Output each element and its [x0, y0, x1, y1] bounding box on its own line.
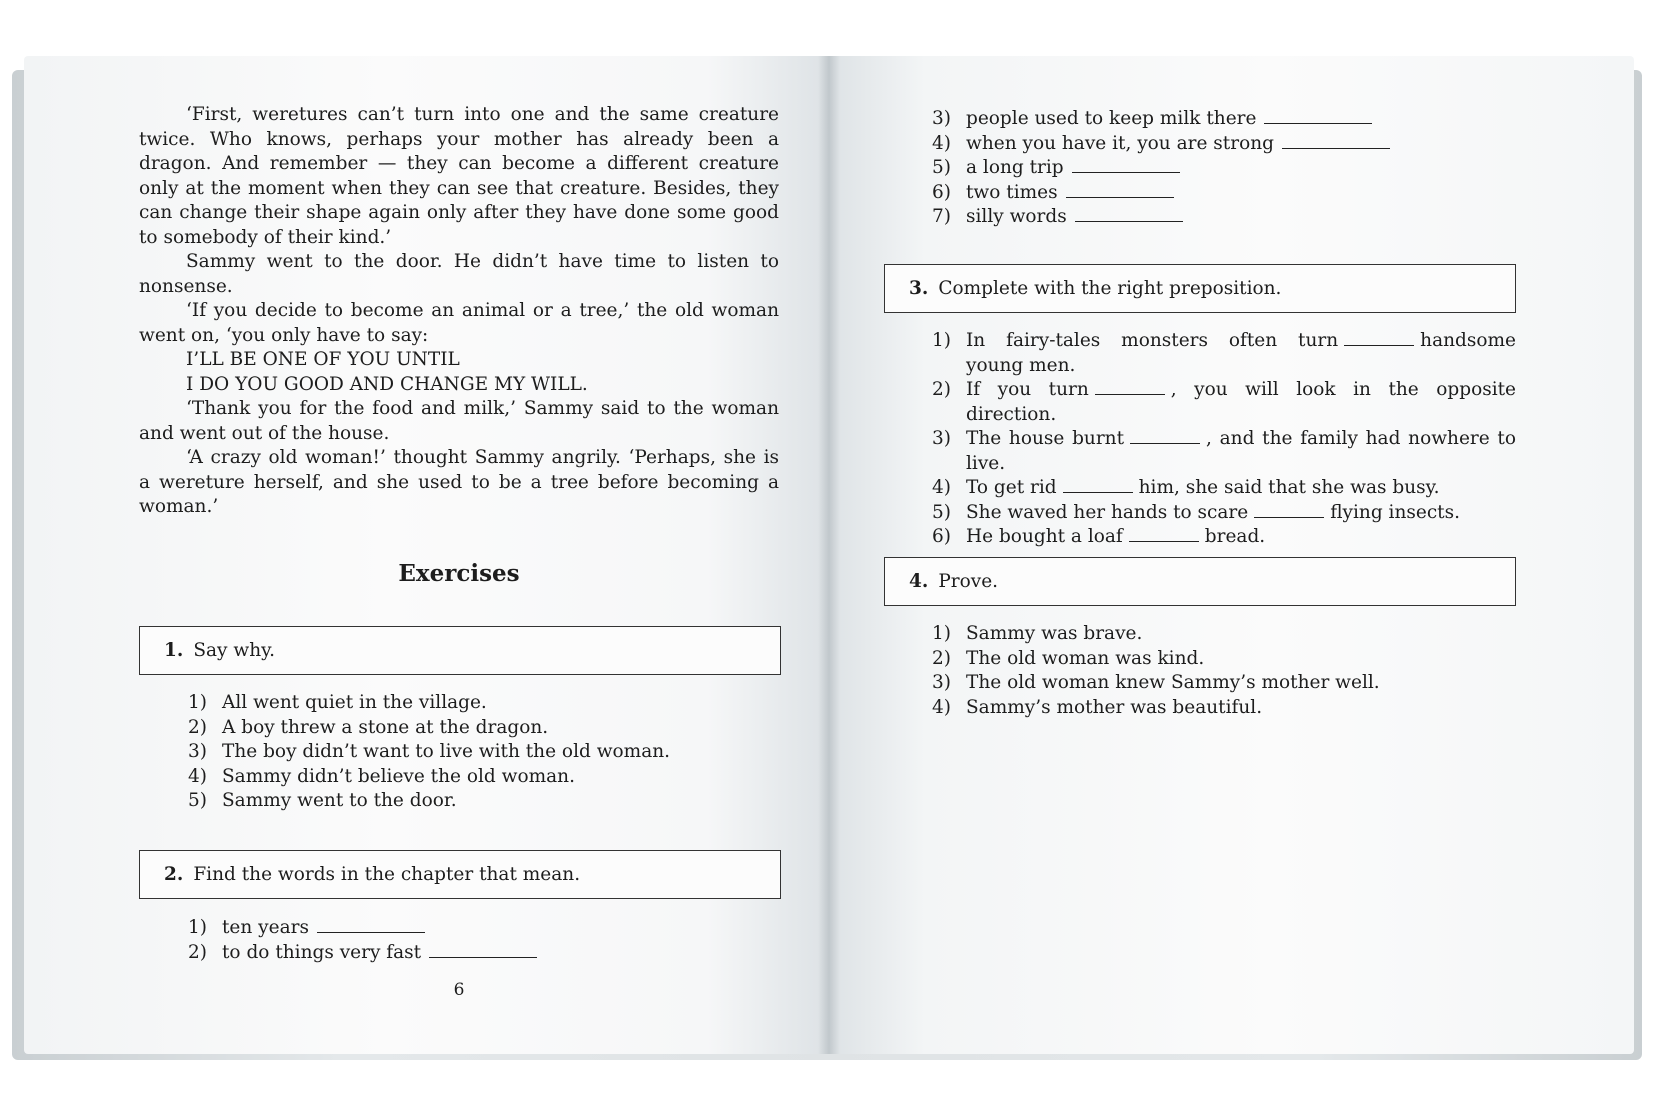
exercise-instruction: Find the words in the chapter that mean. — [193, 864, 581, 885]
exercise-1-box — [139, 626, 781, 675]
list-item: 2) A boy threw a stone at the dragon. — [188, 716, 549, 738]
paragraph: ‘Thank you for the food and milk,’ Sammy said to the woman and went out of the house. — [139, 398, 779, 444]
exercise-number: 3. — [909, 278, 929, 299]
list-item: 1) All went quiet in the village. — [188, 692, 487, 713]
paragraph: ‘If you decide to become an animal or a tree,’ the old woman went on, ‘you only have to say: — [139, 300, 779, 346]
list-item: 7) silly words — [932, 205, 1522, 230]
list-item: 5) Sammy went to the door. — [188, 790, 457, 811]
page-number: 6 — [453, 980, 465, 1000]
list-item: 3) The old woman knew Sammy’s mother well. — [932, 672, 1380, 693]
spell-line: I’LL BE ONE OF YOU UNTIL — [186, 349, 460, 370]
exercise-1-list — [188, 691, 778, 814]
list-item: 4) Sammy didn’t believe the old woman. — [188, 765, 575, 787]
paragraph: Sammy went to the door. He didn’t have time to listen to nonsense. — [139, 251, 779, 297]
list-item: 1) ten years — [188, 916, 778, 941]
list-item: 5) She waved her hands to scare flying insects. — [932, 501, 1460, 523]
exercise-2-continued-list — [932, 107, 1522, 230]
exercise-instruction: Complete with the right preposition. — [938, 278, 1282, 299]
list-item: 6) two times — [932, 181, 1522, 206]
list-item: 1) Sammy was brave. — [932, 623, 1143, 644]
exercise-4-box — [884, 557, 1516, 606]
list-item: 3) The boy didn’t want to live with the old woman. — [188, 741, 671, 762]
exercise-3-box — [884, 264, 1516, 313]
book-spine — [818, 56, 840, 1054]
list-item: 2) to do things very fast — [188, 941, 778, 966]
spell-line: I DO YOU GOOD AND CHANGE MY WILL. — [186, 373, 588, 395]
exercise-number: 2. — [164, 864, 184, 885]
exercise-instruction: Say why. — [193, 640, 275, 661]
list-item: 6) He bought a loaf bread. — [932, 526, 1266, 547]
list-item: 4) To get rid him, she said that she was busy. — [932, 477, 1440, 498]
list-item: 4) when you have it, you are strong — [932, 132, 1522, 157]
list-item: 2) The old woman was kind. — [932, 647, 1205, 669]
exercise-number: 4. — [909, 571, 929, 592]
paragraph: ‘First, weretures can’t turn into one and the same creature twice. Who knows, perhaps your mother has already been a dragon. And remember — they can become a different creature only at the moment when they can see that creature. Besides, they can change their shape again only after they have done some good to somebody of their kind.’ — [139, 104, 779, 248]
exercise-2-list — [188, 916, 778, 965]
exercise-3-list — [932, 329, 1516, 550]
exercise-number: 1. — [164, 640, 184, 661]
story-text — [139, 103, 779, 520]
list-item: 1) In fairy-tales monsters often turn handsome young men. — [932, 330, 1516, 376]
list-item: 2) If you turn , you will look in the opposite direction. — [932, 379, 1516, 425]
paragraph: ‘A crazy old woman!’ thought Sammy angrily. ‘Perhaps, she is a wereture herself, and she used to be a tree before becoming a woman.’ — [139, 447, 779, 517]
exercises-heading: Exercises — [398, 560, 520, 587]
exercise-4-list — [932, 622, 1516, 720]
exercise-instruction: Prove. — [938, 571, 999, 592]
list-item: 5) a long trip — [932, 156, 1522, 181]
exercise-2-box — [139, 850, 781, 899]
list-item: 3) The house burnt , and the family had nowhere to live. — [932, 428, 1516, 474]
list-item: 4) Sammy’s mother was beautiful. — [932, 696, 1263, 718]
list-item: 3) people used to keep milk there — [932, 107, 1522, 132]
